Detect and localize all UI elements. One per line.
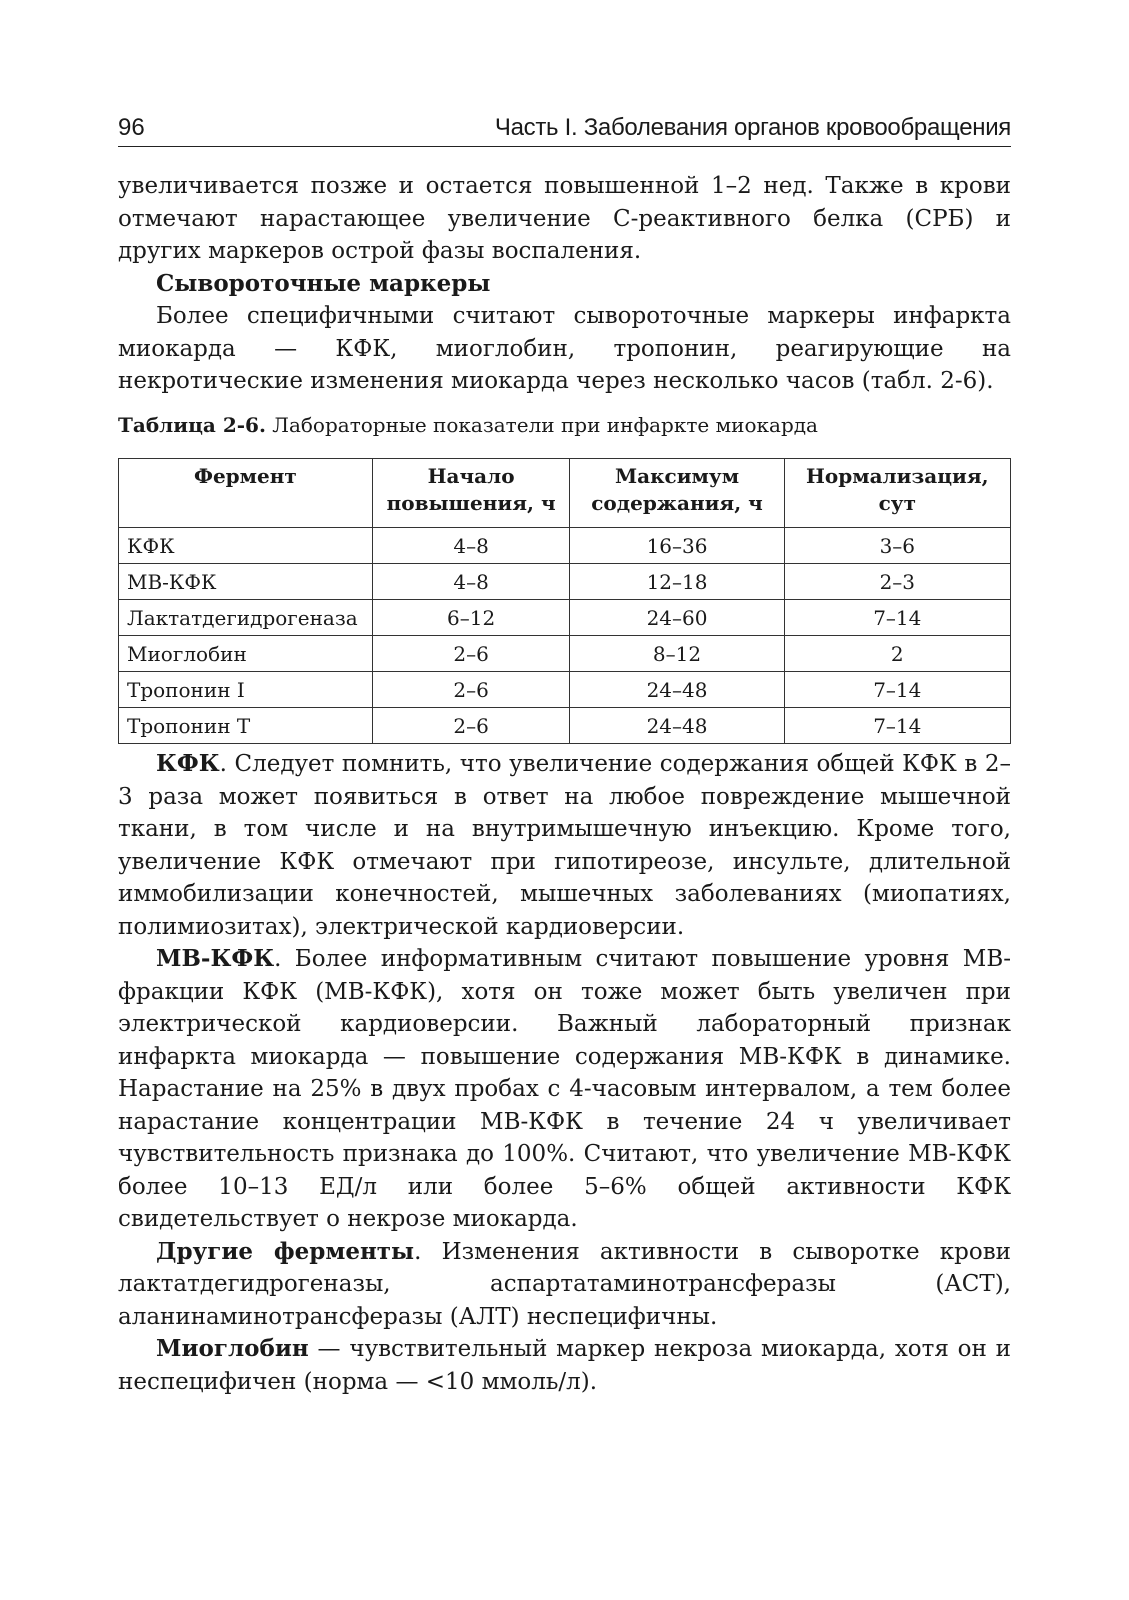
table-row bbox=[119, 636, 1011, 672]
table-row bbox=[119, 708, 1011, 744]
running-title: Часть I. Заболевания органов кровообращения bbox=[494, 114, 1011, 141]
table-cell-enzyme: Тропонин T bbox=[119, 708, 373, 744]
table-cell: 24–60 bbox=[570, 600, 784, 636]
table-caption bbox=[118, 413, 818, 437]
intro-block bbox=[118, 170, 1011, 398]
table-cell: 4–8 bbox=[372, 564, 570, 600]
other-enzymes-paragraph bbox=[118, 1236, 1011, 1334]
table-caption-label: Таблица 2-6. bbox=[118, 413, 266, 437]
table-header-cell: Начало повышения, ч bbox=[372, 459, 570, 528]
table-cell: 2 bbox=[784, 636, 1010, 672]
table-cell: 2–6 bbox=[372, 636, 570, 672]
table-header-cell: Фермент bbox=[119, 459, 373, 528]
table-row bbox=[119, 600, 1011, 636]
table-row bbox=[119, 528, 1011, 564]
kfk-term: КФК bbox=[156, 750, 220, 777]
myoglobin-term: Миоглобин bbox=[156, 1335, 309, 1362]
table-cell-enzyme: КФК bbox=[119, 528, 373, 564]
other-enzymes-term: Другие ферменты bbox=[156, 1237, 415, 1265]
table-row bbox=[119, 672, 1011, 708]
table-row bbox=[119, 564, 1011, 600]
table-cell: 7–14 bbox=[784, 672, 1010, 708]
table-cell-enzyme: Тропонин I bbox=[119, 672, 373, 708]
table-header-row bbox=[119, 459, 1011, 528]
mb-kfk-term: МВ-КФК bbox=[156, 945, 275, 972]
page-header bbox=[118, 110, 1011, 147]
myoglobin-text: — чувствительный маркер некроза миокарда, хотя он и неспецифичен (норма — <10 ммоль/л). bbox=[118, 1336, 1011, 1395]
table-cell: 2–6 bbox=[372, 708, 570, 744]
lab-table bbox=[118, 458, 1011, 744]
table-cell: 6–12 bbox=[372, 600, 570, 636]
table-header-cell: Максимум содержания, ч bbox=[570, 459, 784, 528]
main-text-block bbox=[118, 748, 1011, 1398]
mb-kfk-paragraph bbox=[118, 943, 1011, 1236]
table-cell: 7–14 bbox=[784, 708, 1010, 744]
table-cell-enzyme: Миоглобин bbox=[119, 636, 373, 672]
myoglobin-paragraph bbox=[118, 1333, 1011, 1398]
table-cell: 12–18 bbox=[570, 564, 784, 600]
table-cell: 24–48 bbox=[570, 672, 784, 708]
markers-paragraph: Более специфичными считают сывороточные маркеры инфаркта миокарда — КФК, миоглобин, тропонин, реагирующие на некротические изменения миокарда через несколько часов (табл. 2-6). bbox=[118, 303, 1011, 394]
table-header-cell: Нормализация, сут bbox=[784, 459, 1010, 528]
kfk-text: . Следует помнить, что увеличение содержания общей КФК в 2–3 раза может появиться в ответ на любое повреждение мышечной ткани, в том числе и на внутримышечную инъекцию. Кроме того, увеличение КФК отмечают при гипотиреозе, инсульте, длительной иммобилизации конечностей, мышечных заболеваниях (миопатиях, полимиозитах), электрической кардиоверсии. bbox=[118, 751, 1011, 940]
section-heading: Сывороточные маркеры bbox=[156, 269, 491, 297]
table-cell: 8–12 bbox=[570, 636, 784, 672]
page-number: 96 bbox=[118, 114, 145, 141]
table-cell: 2–6 bbox=[372, 672, 570, 708]
table-cell: 16–36 bbox=[570, 528, 784, 564]
table-cell: 24–48 bbox=[570, 708, 784, 744]
table-cell-enzyme: МВ-КФК bbox=[119, 564, 373, 600]
table-cell: 3–6 bbox=[784, 528, 1010, 564]
table-cell: 7–14 bbox=[784, 600, 1010, 636]
table-cell: 2–3 bbox=[784, 564, 1010, 600]
kfk-paragraph bbox=[118, 748, 1011, 943]
mb-kfk-text: . Более информативным считают повышение уровня МВ-фракции КФК (МВ-КФК), хотя он тоже может быть увеличен при электрической кардиоверсии. Важный лабораторный признак инфаркта миокарда — повышение содержания МВ-КФК в динамике. Нарастание на 25% в двух пробах с 4-часовым интервалом, а тем более нарастание концентрации МВ-КФК в течение 24 ч увеличивает чувствительность признака до 100%. Считают, что увеличение МВ-КФК более 10–13 ЕД/л или более 5–6% общей активности КФК свидетельствует о некрозе миокарда. bbox=[118, 946, 1011, 1232]
other-enzymes-text: . Изменения активности в сыворотке крови лактатдегидрогеназы, аспартатаминотрансферазы (АСТ), аланинаминотрансферазы (АЛТ) неспецифичны. bbox=[118, 1238, 1012, 1330]
table-cell-enzyme: Лактатдегидрогеназа bbox=[119, 600, 373, 636]
intro-paragraph: увеличивается позже и остается повышенной 1–2 нед. Также в крови отмечают нарастающее увеличение С-реактивного белка (СРБ) и других маркеров острой фазы воспаления. bbox=[118, 173, 1011, 264]
table-cell: 4–8 bbox=[372, 528, 570, 564]
table-caption-text: Лабораторные показатели при инфаркте миокарда bbox=[265, 413, 818, 437]
